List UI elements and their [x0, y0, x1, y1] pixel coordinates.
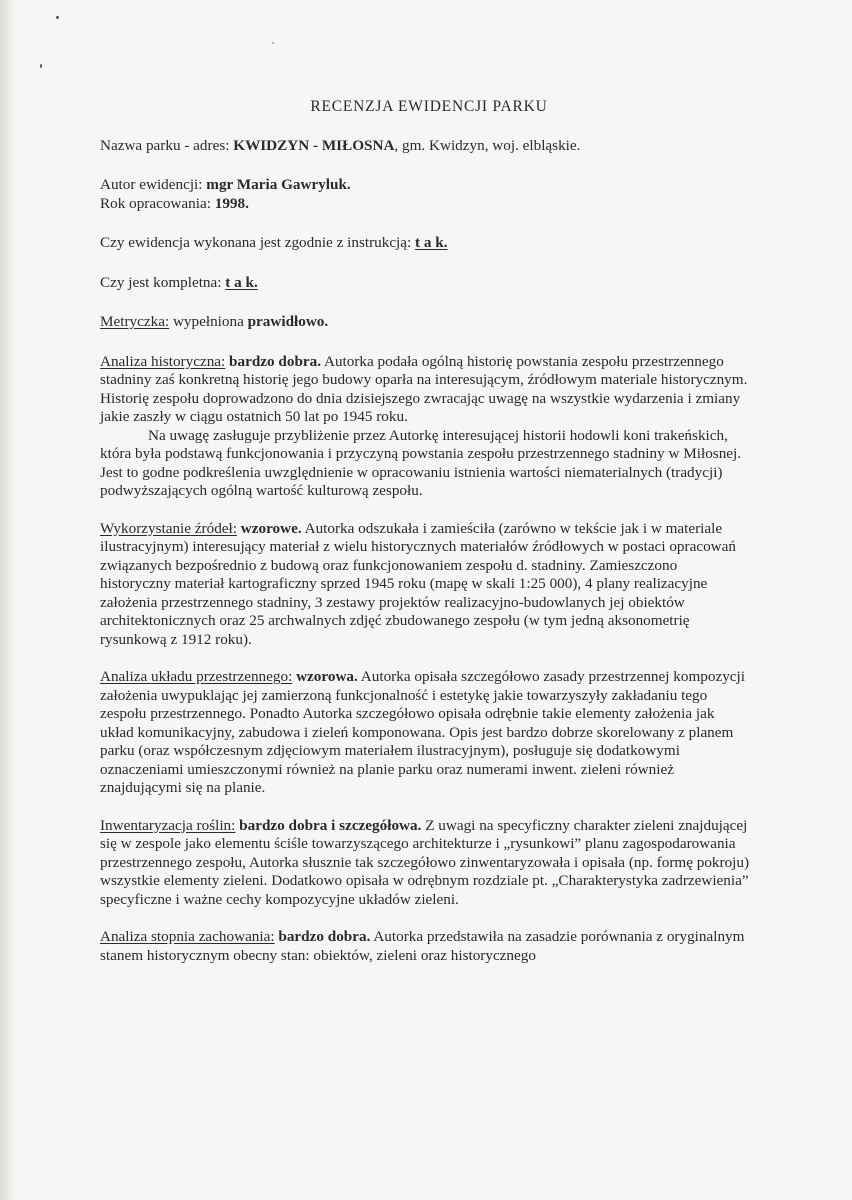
spatial-analysis-label: Analiza układu przestrzennego: — [100, 668, 293, 685]
sources-text: Autorka odszukała i zamieściła (zarówno w tekście jak i w materiale ilustracyjnym) interesujący materiał z wielu historycznych materiałów źródłowych w postaci opracowań związanych bezpośrednio z budową oraz funkcjonowaniem zespołu d. stadniny. Zamieszczono historyczny materiał kartograficzny sprzed 1945 roku (mapę w skali 1:25 000), 4 plany realizacyjne założenia przestrzennego stadniny, 3 zestawy projektów realizacyjno-budowlanych jej obiektów architektonicznych oraz 25 archwalnych zdjęć zbudowanego zespołu (w tym jedną aksonometrię rysunkową z 1912 roku). — [100, 519, 736, 648]
sources-label: Wykorzystanie źródeł: — [100, 519, 237, 537]
historical-analysis-paragraph — [100, 353, 750, 427]
scan-speck — [272, 42, 274, 44]
document-title: RECENZJA EWIDENCJI PARKU — [310, 98, 548, 115]
scan-speck — [56, 16, 59, 19]
metryczka-line — [100, 313, 750, 332]
preservation-paragraph — [100, 928, 750, 965]
plant-inventory-paragraph — [100, 817, 750, 910]
metryczka-text: wypełniona — [169, 313, 248, 330]
spatial-analysis-text: Autorka opisała szczegółowo zasady przestrzennej kompozycji założenia uwypuklając jej zamierzoną funkcjonalność i estetykę jakie towarzyszyły zakładaniu tego zespołu przestrzennego. Ponadto Autorka szczegółowo opisała odrębnie takie elementy założenia jak układ komunikacyjny, zabudowa i zieleń komponowana. Opis jest bardzo dobrze skorelowany z planem parku (oraz współczesnym zdjęciowym materiałem ilustracyjnym), posługuje się dodatkowymi oznaczeniami umieszczonymi również na planie parku oraz numerami inwent. zieleni również znajdującymi się na planie. — [100, 668, 745, 796]
author-line — [100, 176, 750, 195]
park-name-line — [100, 137, 750, 156]
preservation-text: Autorka przedstawiła na zasadzie porównania z oryginalnym stanem historycznym obecny stan: obiektów, zieleni oraz historycznego — [100, 928, 745, 964]
spatial-analysis-grade: wzorowa. — [296, 668, 358, 685]
metryczka-value: prawidłowo. — [247, 313, 329, 330]
year-line — [100, 195, 750, 214]
metryczka-label: Metryczka: — [100, 313, 170, 330]
historical-analysis-text: Autorka podała ogólną historię powstania zespołu przestrzennego stadniny zaś konkretną historię jego budowy oparła na interesującym, źródłowym materiale historycznym. Historię zespołu doprowadzono do dnia dzisiejszego zwracając uwagę na wszystkie wydarzenia i zmiany jakie zaszły w ciągu ostatnich 50 lat po 1945 roku. — [100, 352, 748, 425]
year-label: Rok opracowania: — [100, 194, 211, 212]
complete-label: Czy jest kompletna: — [100, 273, 222, 291]
document-body — [100, 98, 750, 965]
plant-inventory-grade: bardzo dobra i szczegółowa. — [239, 816, 422, 834]
scan-speck — [40, 64, 42, 68]
complete-line — [100, 274, 750, 293]
complete-value: t a k. — [225, 273, 258, 291]
sources-paragraph — [100, 520, 750, 650]
year-value: 1998. — [214, 194, 249, 212]
scan-edge-shadow — [0, 0, 14, 1200]
author-label: Autor ewidencji: — [100, 176, 203, 193]
park-location: , gm. Kwidzyn, woj. elbląskie. — [394, 136, 581, 154]
historical-analysis-grade: bardzo dobra. — [229, 352, 322, 370]
sources-grade: wzorowe. — [240, 519, 302, 537]
instruction-line — [100, 234, 750, 253]
plant-inventory-text: Z uwagi na specyficzny charakter zieleni znajdującej się w zespole jako elementu ściśle towarzyszącego architekturze i „rysunkowi” planu zagospodarowania przestrzennego zespołu, Autorka słusznie tak szczegółowo zinwentaryzowała i opisała (np. formę pokroju) wszystkie elementy zieleni. Dodatkowo opisała w odrębnym rozdziale pt. „Charakterystyka zadrzewienia” specyficzne i ważne cechy kompozycyjne układów zieleni. — [100, 816, 750, 908]
historical-analysis-label: Analiza historyczna: — [100, 352, 226, 370]
park-label: Nazwa parku - adres: — [100, 136, 230, 154]
spatial-analysis-paragraph — [100, 668, 750, 798]
author-name: mgr Maria Gawryluk. — [206, 176, 351, 193]
instruction-label: Czy ewidencja wykonana jest zgodnie z instrukcją: — [100, 234, 412, 251]
park-name: KWIDZYN - MIŁOSNA — [233, 136, 395, 154]
historical-analysis-paragraph-2: Na uwagę zasługuje przybliżenie przez Autorkę interesującej historii hodowli koni trakeńskich, która była podstawą funkcjonowania i przyczyną powstania zespołu przestrzennego stadniny w Miłosnej. Jest to godne podkreślenia uwzględnienie w opracowaniu istnienia wartości niematerialnych (tradycji) podwyższających ogólną wartość kulturową zespołu. — [100, 426, 742, 499]
instruction-value: t a k. — [415, 234, 448, 251]
preservation-label: Analiza stopnia zachowania: — [100, 928, 275, 945]
preservation-grade: bardzo dobra. — [278, 928, 371, 945]
plant-inventory-label: Inwentaryzacja roślin: — [100, 816, 236, 834]
